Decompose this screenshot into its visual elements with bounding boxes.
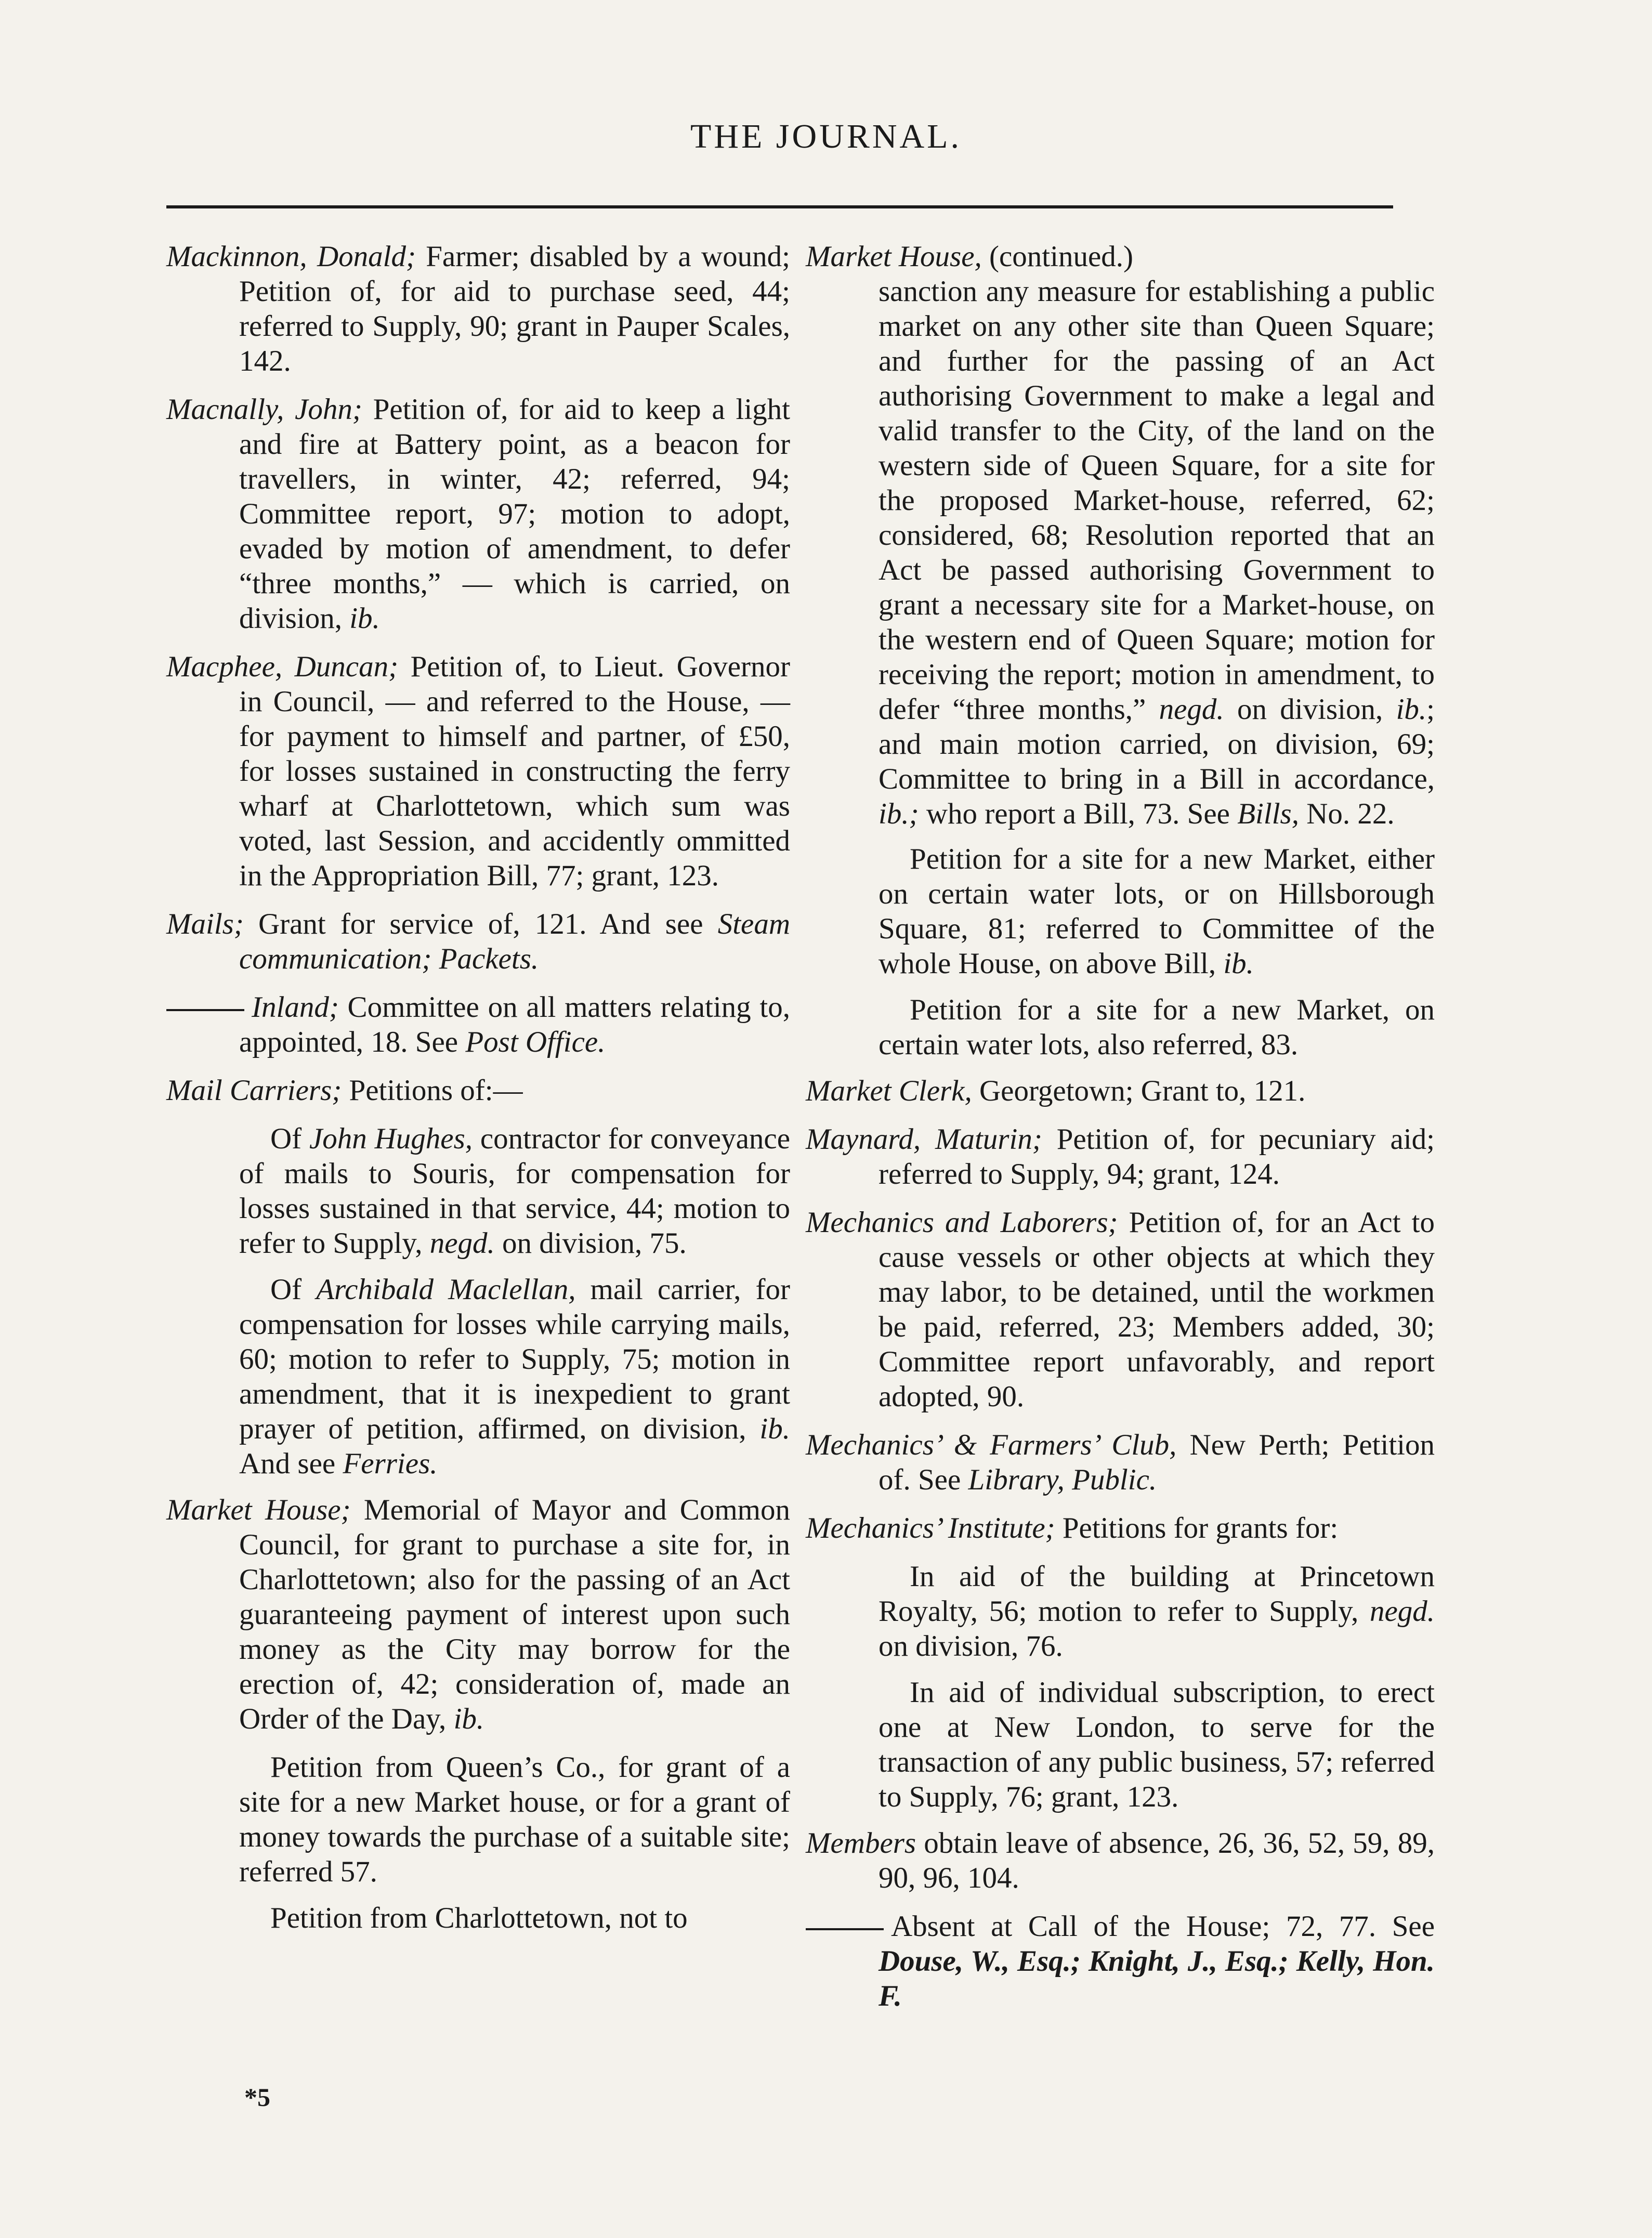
sub-entry-charlottetown: Petition from Charlottetown, not to	[270, 1902, 688, 1934]
index-entry-market-house: Market House; Memorial of Mayor and Common Council, for grant to purchase a site for, in Charlottetown; also for the passing of an Act guaranteeing payment of interest upon such money as the City may borrow for the erection of, 42; consideration of, made an Order of the Day, ib.	[166, 1494, 790, 1735]
index-entry-mechanics-institute: Mechanics’ Institute; Petitions for grants for:	[806, 1512, 1339, 1545]
index-entry-mails: Mails; Grant for service of, 121. And see Steam communication; Packets.	[166, 908, 790, 975]
index-entry-market-clerk: Market Clerk, Georgetown; Grant to, 121.	[806, 1075, 1306, 1107]
sub-entry-new-london: In aid of individual subscription, to erect one at New London, to serve for the transaction of any public business, 57; referred to Supply, 76; grant, 123.	[879, 1676, 1435, 1813]
index-entry-mails-inland: Inland; Committee on all matters relating to, appointed, 18. See Post Office.	[166, 990, 790, 1059]
signature-mark: *5	[244, 2083, 270, 2112]
index-entry-mail-carriers: Mail Carriers; Petitions of:—	[166, 1074, 523, 1107]
sub-entry-maclellan: Of Archibald Maclellan, mail carrier, for compensation for losses while carrying mails, 60; motion to refer to Supply, 75; motion in amendment, that it is inexpedient to grant prayer of petition, affirmed, on division, ib. And see Ferries.	[239, 1273, 791, 1480]
right-column	[806, 239, 1435, 2027]
sub-entry-hughes: Of John Hughes, contractor for conveyance of mails to Souris, for compensation for losses sustained in that service, 44; motion to refer to Supply, negd. on division, 75.	[239, 1122, 790, 1260]
continued-text: sanction any measure for establishing a public market on any other site than Queen Square; and further for the passing of an Act authorising Government to make a legal and valid transfer to the City, of the land on the western side of Queen Square, for a site for the proposed Market-house, referred, 62; considered, 68; Resolution reported that an Act be passed authorising Government to grant a necessary site for a Market-house, on the western end of Queen Square; motion for receiving the report; motion in amendment, to defer “three months,” negd. on division, ib.; and main motion carried, on division, 69; Committee to bring in a Bill in accordance, ib.; who report a Bill, 73. See Bills, No. 22.	[879, 275, 1435, 830]
header-rule	[166, 205, 1393, 208]
index-entry-members: Members obtain leave of absence, 26, 36, 52, 59, 89, 90, 96, 104.	[806, 1827, 1435, 1894]
sub-entry-hillsborough: Petition for a site for a new Market, either on certain water lots, or on Hillsborough Square, 81; referred to Committee of the whole House, on above Bill, ib.	[879, 843, 1435, 980]
index-entry-mechanics-laborers: Mechanics and Laborers; Petition of, for an Act to cause vessels or other objects at which they may labor, to be detained, until the workmen be paid, referred, 23; Members added, 30; Committee report unfavorably, and report adopted, 90.	[806, 1206, 1435, 1413]
page-title: THE JOURNAL.	[690, 117, 962, 155]
sub-entry-princetown: In aid of the building at Princetown Royalty, 56; motion to refer to Supply, negd. on division, 76.	[879, 1560, 1435, 1663]
index-entry-maynard: Maynard, Maturin; Petition of, for pecuniary aid; referred to Supply, 94; grant, 124.	[806, 1123, 1435, 1190]
index-entry-members-absent: Absent at Call of the House; 72, 77. See Douse, W., Esq.; Knight, J., Esq.; Kelly, Hon. F.	[806, 1909, 1435, 2013]
left-column	[166, 239, 790, 1947]
ditto-dash	[166, 1009, 244, 1011]
ditto-dash	[806, 1928, 884, 1930]
sub-entry-queens-co: Petition from Queen’s Co., for grant of a site for a new Market house, or for a grant of money towards the purchase of a suitable site; referred 57.	[239, 1751, 790, 1888]
index-entry-macphee: Macphee, Duncan; Petition of, to Lieut. Governor in Council, — and referred to the House, — for payment to himself and partner, of £50, for losses sustained in constructing the ferry wharf at Charlottetown, which sum was voted, last Session, and accidently ommitted in the Appropriation Bill, 77; grant, 123.	[166, 650, 790, 892]
index-entry-mechanics-farmers-club: Mechanics’ & Farmers’ Club, New Perth; Petition of. See Library, Public.	[806, 1429, 1435, 1496]
index-entry-macnally: Macnally, John; Petition of, for aid to keep a light and fire at Battery point, as a beacon for travellers, in winter, 42; referred, 94; Committee report, 97; motion to adopt, evaded by motion of amendment, to defer “three months,” — which is carried, on division, ib.	[166, 393, 791, 635]
index-entry-market-house-continued: Market House, (continued.)	[806, 240, 1133, 273]
sub-entry-water-lots: Petition for a site for a new Market, on certain water lots, also referred, 83.	[879, 993, 1435, 1061]
index-entry-mackinnon: Mackinnon, Donald; Farmer; disabled by a wound; Petition of, for aid to purchase seed, 44; referred to Supply, 90; grant in Pauper Scales, 142.	[166, 240, 790, 377]
